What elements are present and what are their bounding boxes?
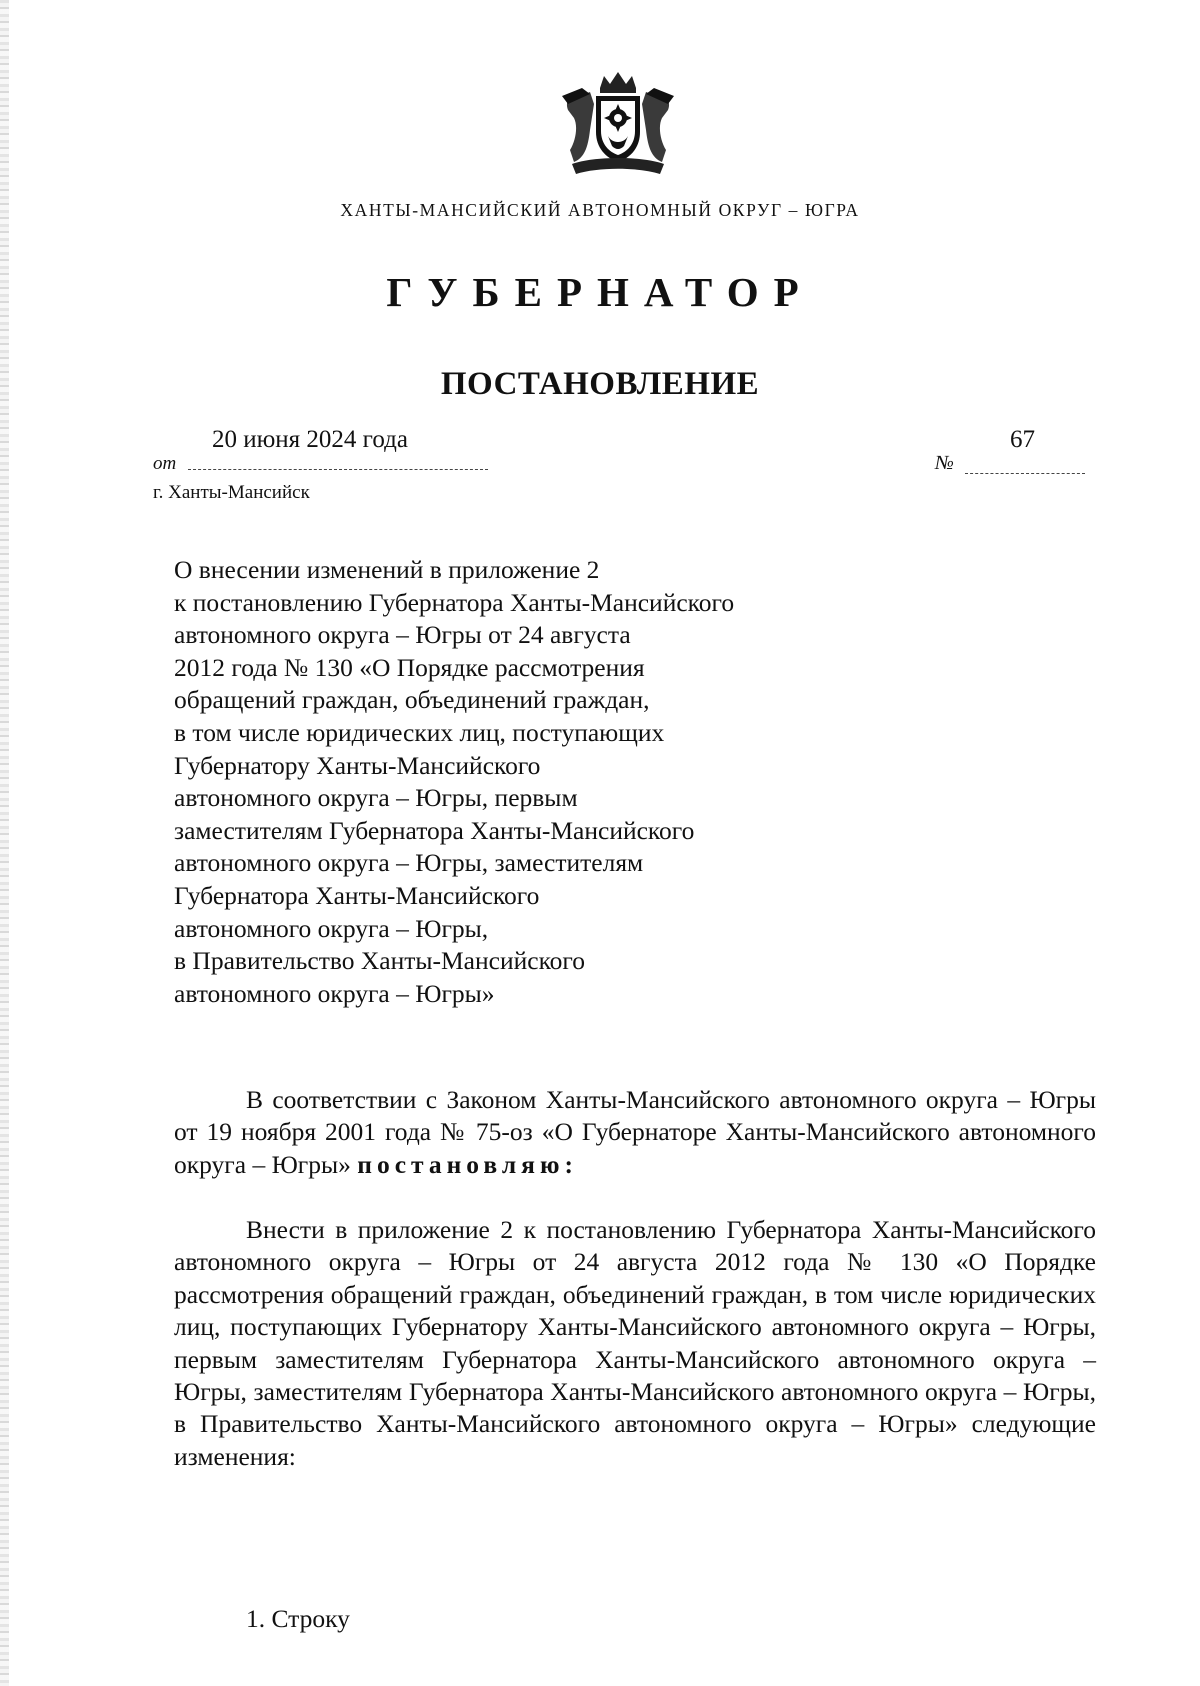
subject-line: автономного округа – Югры от 24 августа — [174, 620, 631, 650]
subject-line: автономного округа – Югры, первым — [174, 783, 578, 813]
authority-title: ГУБЕРНАТОР — [386, 269, 814, 315]
scan-edge — [0, 0, 9, 1686]
subject-line: в Правительство Ханты-Мансийского — [174, 946, 585, 976]
subject-line: О внесении изменений в приложение 2 — [174, 555, 600, 584]
city-label: г. Ханты-Мансийск — [153, 482, 310, 503]
subject-line: заместителям Губернатора Ханты-Мансийского — [174, 815, 695, 845]
main-paragraph: Внести в приложение 2 к постановлению Губернатора Ханты-Мансийского автономного округа – Югры от 24 августа 2012 года № 130 «О Порядке рассмотрения обращений граждан, объединений граждан, в том числе юридических лиц, поступающих Губернатору Ханты-Мансийского автономного округа – Югры, первым заместителям Губернатора Ханты-Мансийского автономного округа – Югры, заместителям Губернатора Ханты-Мансийского автономного округа – Югры, в Правительство Ханты-Мансийского автономного округа – Югры» следующие изменения: — [174, 1215, 1096, 1471]
document-date: 20 июня 2024 года — [212, 426, 408, 453]
document-subject — [174, 554, 894, 1010]
subject-line: автономного округа – Югры, — [174, 913, 489, 943]
subject-line: автономного округа – Югры» — [174, 978, 495, 1008]
date-label: от — [153, 453, 177, 474]
preamble-text: В соответствии с Законом Ханты-Мансийского автономного округа – Югры от 19 ноября 2001 года № 75-оз «О Губернаторе Ханты-Мансийского автономного округа – Югры» — [174, 1085, 1096, 1179]
document-number: 67 — [1010, 426, 1035, 453]
subject-line: Губернатору Ханты-Мансийского — [174, 750, 541, 780]
subject-line: в том числе юридических лиц, поступающих — [174, 717, 665, 747]
subject-line: Губернатора Ханты-Мансийского — [174, 880, 540, 910]
date-underline — [188, 469, 488, 470]
subject-line: к постановлению Губернатора Ханты-Мансийского — [174, 587, 735, 617]
number-label: № — [935, 452, 954, 474]
list-item: 1. Строку — [246, 1604, 350, 1633]
coat-of-arms-icon — [560, 70, 676, 178]
preamble-paragraph — [174, 1084, 1096, 1181]
document-type-title: ПОСТАНОВЛЕНИЕ — [440, 366, 760, 402]
decree-word: постановляю: — [357, 1149, 578, 1179]
subject-line: 2012 года № 130 «О Порядке рассмотрения — [174, 652, 645, 682]
subject-line: автономного округа – Югры, заместителям — [174, 848, 644, 878]
region-title: ХАНТЫ-МАНСИЙСКИЙ АВТОНОМНЫЙ ОКРУГ – ЮГРА — [340, 200, 860, 220]
number-underline — [965, 473, 1085, 474]
subject-line: обращений граждан, объединений граждан, — [174, 685, 650, 715]
